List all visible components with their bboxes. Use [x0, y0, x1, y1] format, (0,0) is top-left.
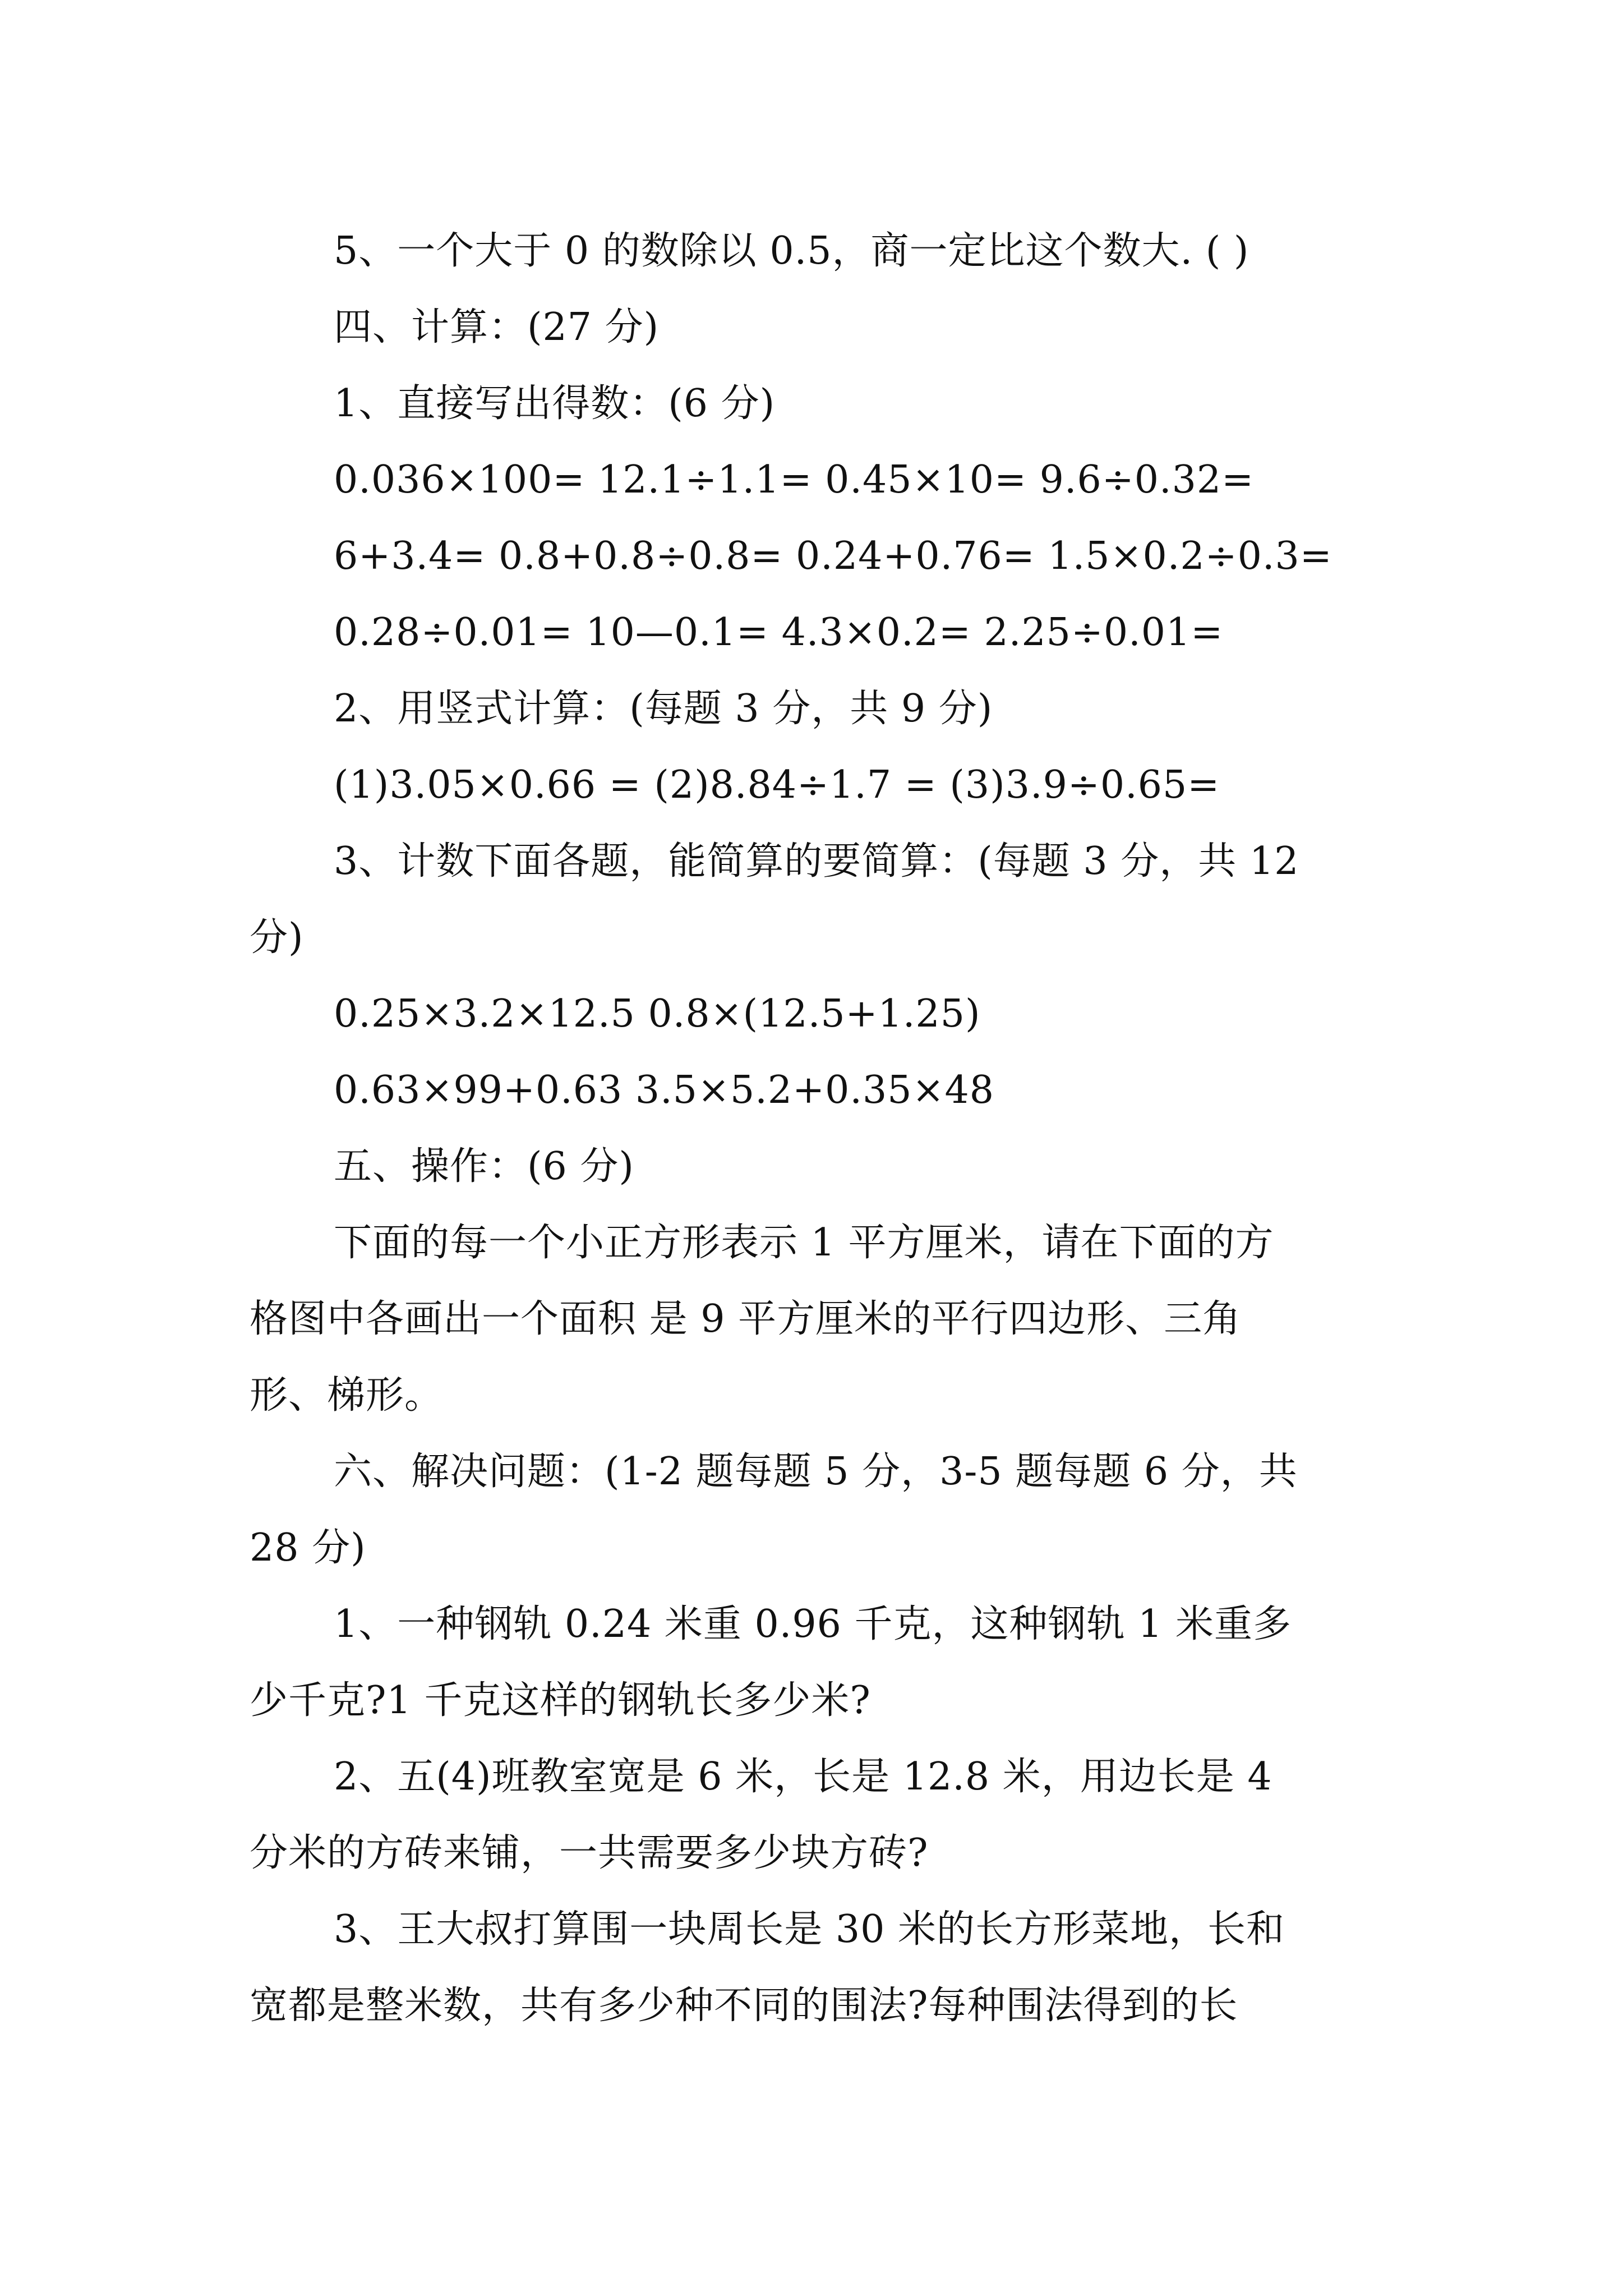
problem-3-line-2: 宽都是整米数，共有多少种不同的围法?每种围法得到的长 — [250, 1984, 1238, 2028]
document-body — [250, 213, 1385, 2044]
simplify-row-1: 0.25×3.2×12.5 0.8×(12.5+1.25) — [334, 992, 981, 1036]
operation-text-1: 下面的每一个小正方形表示 1 平方厘米，请在下面的方 — [334, 1221, 1274, 1265]
simplify-row-2: 0.63×99+0.63 3.5×5.2+0.35×48 — [334, 1068, 995, 1112]
section-4-heading: 四、计算：(27 分) — [334, 305, 660, 349]
operation-text-3: 形、梯形。 — [250, 1373, 444, 1418]
subsection-1-heading: 1、直接写出得数：(6 分) — [334, 381, 776, 426]
question-5-line: 5、一个大于 0 的数除以 0.5，商一定比这个数大. ( ) — [334, 229, 1249, 273]
mental-math-row-2: 6+3.4= 0.8+0.8÷0.8= 0.24+0.76= 1.5×0.2÷0.3= — [334, 534, 1332, 578]
mental-math-row-3: 0.28÷0.01= 10—0.1= 4.3×0.2= 2.25÷0.01= — [334, 610, 1224, 655]
problem-2-line-2: 分米的方砖来铺，一共需要多少块方砖? — [250, 1831, 929, 1875]
problem-3-line-1: 3、王大叔打算围一块周长是 30 米的长方形菜地，长和 — [334, 1907, 1285, 1952]
subsection-3-heading: 3、计数下面各题，能简算的要简算：(每题 3 分，共 12 — [334, 839, 1299, 884]
vertical-calc-row: (1)3.05×0.66 = (2)8.84÷1.7 = (3)3.9÷0.65= — [334, 763, 1220, 807]
section-6-heading-cont: 28 分) — [250, 1526, 366, 1570]
operation-text-2: 格图中各画出一个面积 是 9 平方厘米的平行四边形、三角 — [250, 1297, 1242, 1341]
subsection-3-heading-cont: 分) — [250, 915, 304, 960]
problem-1-line-1: 1、一种钢轨 0.24 米重 0.96 千克，这种钢轨 1 米重多 — [334, 1602, 1292, 1646]
problem-1-line-2: 少千克?1 千克这样的钢轨长多少米? — [250, 1678, 871, 1723]
section-5-heading: 五、操作：(6 分) — [334, 1144, 634, 1189]
subsection-2-heading: 2、用竖式计算：(每题 3 分，共 9 分) — [334, 687, 993, 731]
section-6-heading: 六、解决问题：(1-2 题每题 5 分，3-5 题每题 6 分，共 — [334, 1450, 1298, 1494]
mental-math-row-1: 0.036×100= 12.1÷1.1= 0.45×10= 9.6÷0.32= — [334, 458, 1255, 502]
problem-2-line-1: 2、五(4)班教室宽是 6 米，长是 12.8 米，用边长是 4 — [334, 1755, 1272, 1799]
